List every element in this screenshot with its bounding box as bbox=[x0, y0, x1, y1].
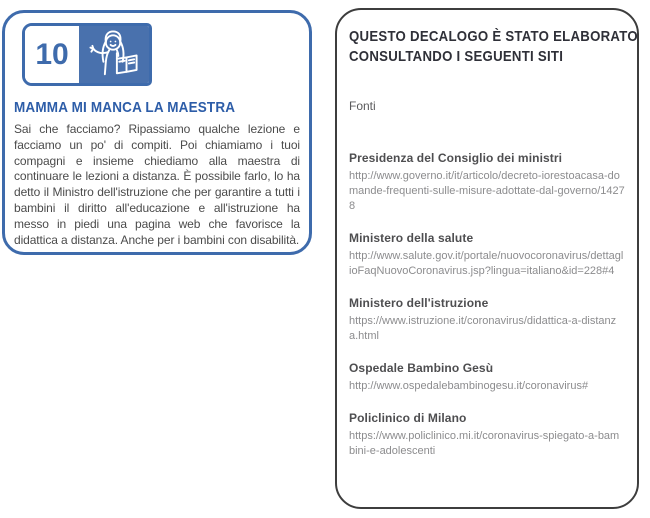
tip-body-text: Sai che facciamo? Ripassiamo qualche lezione e facciamo un po' di compiti. Poi chiamiamo i tuoi compagni e insieme chiediamo alla maestra di continuare le lezioni a distanza. È possibile farlo, lo ha detto il Ministro dell'istruzione che per garantire a tutti i bambini il diritto all'educazione e all'istruzione ha messo in piedi una pagina web che favorisce la didattica a distanza. Anche per i bambini con disabilità. bbox=[14, 122, 300, 247]
sources-card-title bbox=[349, 27, 638, 67]
teacher-with-book-icon bbox=[79, 26, 149, 83]
source-url: http://www.ospedalebambinogesu.it/coronavirus# bbox=[349, 380, 589, 392]
source-name: Ministero dell'istruzione bbox=[349, 296, 489, 310]
source-url: http://www.governo.it/it/articolo/decreto-iorestoacasa-domande-frequenti-sulle-misure-adottate-dal-governo/14278 bbox=[349, 170, 625, 212]
source-url: https://www.istruzione.it/coronavirus/didattica-a-distanza.html bbox=[349, 315, 617, 342]
source-name: Ospedale Bambino Gesù bbox=[349, 361, 494, 375]
source-url: https://www.policlinico.mi.it/coronavirus-spiegato-a-bambini-e-adolescenti bbox=[349, 430, 620, 457]
source-item bbox=[349, 295, 625, 344]
tip-title: MAMMA MI MANCA LA MAESTRA bbox=[14, 99, 236, 116]
source-url: http://www.salute.gov.it/portale/nuovocoronavirus/dettaglioFaqNuovoCoronavirus.jsp?lingua=italiano&id=228#4 bbox=[349, 250, 624, 277]
sources-title-line-1: QUESTO DECALOGO È STATO ELABORATO bbox=[349, 28, 638, 45]
sources-label: Fonti bbox=[349, 99, 376, 113]
source-item bbox=[349, 360, 625, 394]
sources-title-line-2: CONSULTANDO I SEGUENTI SITI bbox=[349, 48, 564, 65]
source-item bbox=[349, 150, 625, 214]
source-name: Policlinico di Milano bbox=[349, 411, 467, 425]
source-name: Ministero della salute bbox=[349, 231, 474, 245]
sources-list bbox=[349, 150, 625, 459]
tip-number-badge bbox=[22, 23, 152, 86]
source-name: Presidenza del Consiglio dei ministri bbox=[349, 151, 563, 165]
source-item bbox=[349, 410, 625, 459]
sources-card bbox=[335, 8, 639, 509]
source-item bbox=[349, 230, 625, 279]
tip-card-10 bbox=[2, 10, 312, 255]
tip-number: 10 bbox=[25, 26, 79, 83]
